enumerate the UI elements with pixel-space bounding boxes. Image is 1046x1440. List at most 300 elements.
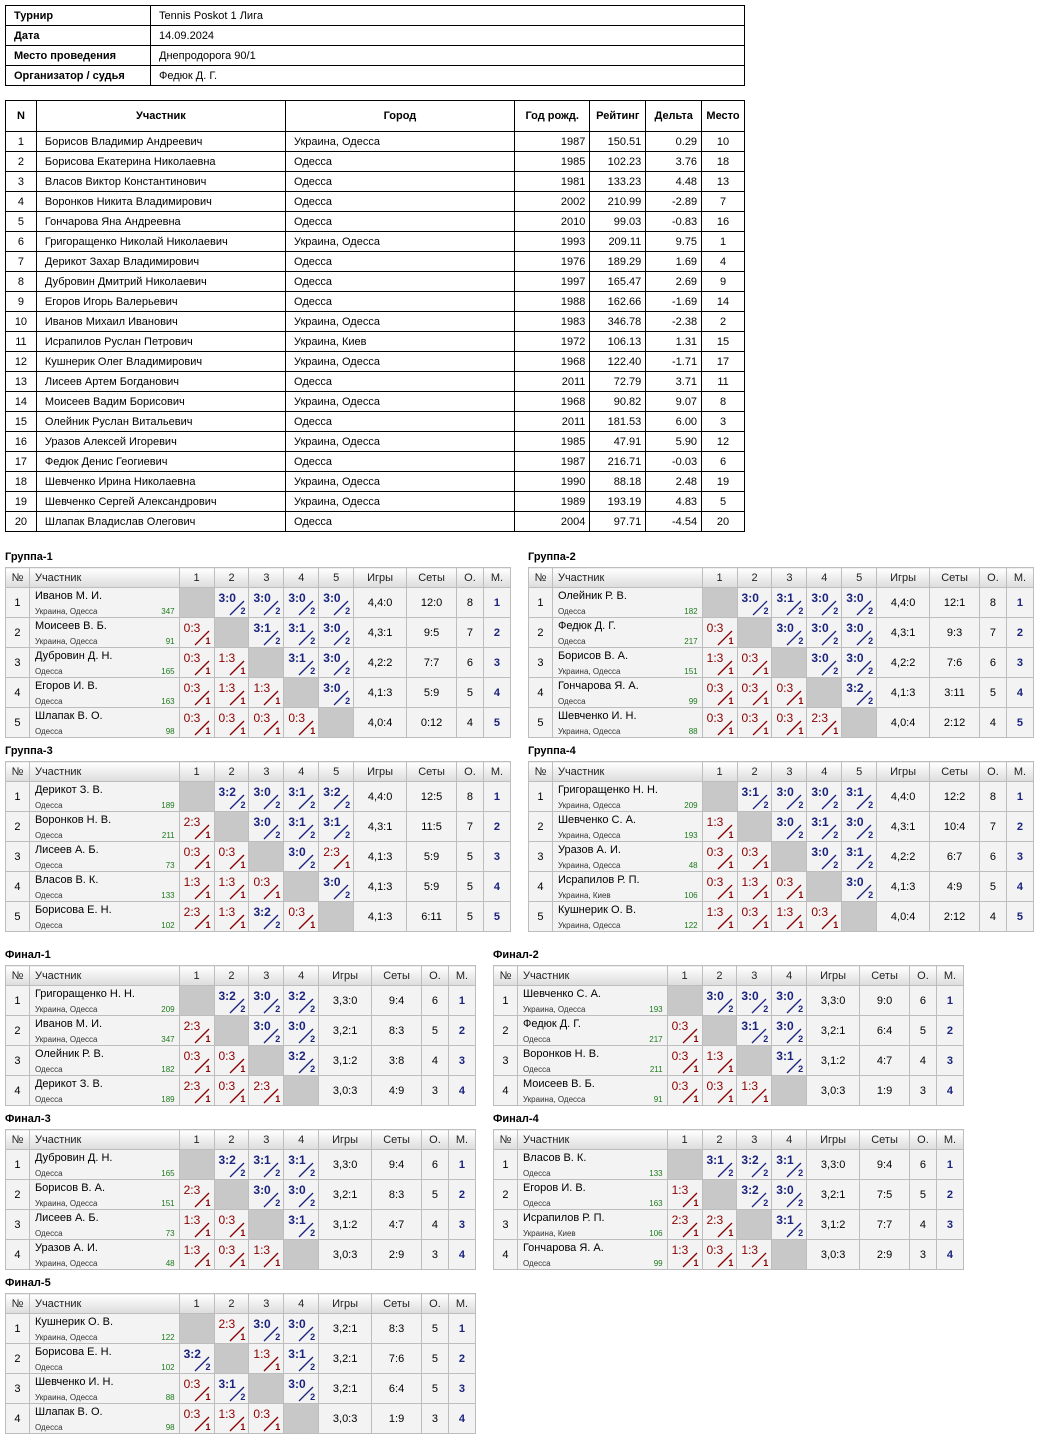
match-score: 3:0 xyxy=(253,989,271,1003)
player-city: Одесса xyxy=(34,1423,63,1432)
group-row xyxy=(6,1240,476,1270)
self-cell xyxy=(772,1076,807,1106)
participant-cell: Лисеев Артем Богданович xyxy=(36,372,285,392)
player-cell xyxy=(552,812,702,842)
match-points: 1 xyxy=(205,1392,211,1402)
self-cell xyxy=(179,1150,214,1180)
group-row xyxy=(6,1016,476,1046)
match-score: 3:0 xyxy=(288,1317,306,1331)
sets-cell: 9:4 xyxy=(860,1150,910,1180)
participant-cell: 162.66 xyxy=(590,292,646,312)
self-cell xyxy=(737,812,772,842)
player-rating: 73 xyxy=(165,861,175,870)
player-name: Моисеев В. Б. xyxy=(34,620,107,632)
games-cell: 3,1:2 xyxy=(319,1210,372,1240)
match-score: 3:1 xyxy=(288,785,306,799)
match-points: 1 xyxy=(693,1064,699,1074)
match-score: 2:3 xyxy=(218,1317,236,1331)
match-points: 1 xyxy=(275,726,281,736)
match-points: 2 xyxy=(310,1198,316,1208)
match-result xyxy=(214,708,249,738)
match-score: 0:3 xyxy=(183,711,201,725)
points-cell: 8 xyxy=(980,588,1007,618)
group-row xyxy=(494,1180,964,1210)
row-number: 1 xyxy=(6,588,30,618)
participant-cell: 16 xyxy=(6,432,37,452)
col-opponent: 4 xyxy=(284,1294,319,1314)
place-cell: 1 xyxy=(448,1314,475,1344)
group-title: Группа-2 xyxy=(528,551,576,563)
match-score: 0:3 xyxy=(183,1049,201,1063)
player-name: Григоращенко Н. Н. xyxy=(557,784,658,796)
participant-cell: 1985 xyxy=(514,432,589,452)
place-cell: 5 xyxy=(483,902,510,932)
participant-cell: Кушнерик Олег Владимирович xyxy=(36,352,285,372)
points-cell: 4 xyxy=(910,1046,937,1076)
player-city: Украина, Одесса xyxy=(34,1259,98,1268)
match-result xyxy=(737,842,772,872)
place-cell: 4 xyxy=(483,678,510,708)
player-cell xyxy=(29,1076,179,1106)
match-points: 1 xyxy=(728,1094,734,1104)
player-city: Украина, Одесса xyxy=(522,1005,586,1014)
match-score: 3:0 xyxy=(253,591,271,605)
col-points: О. xyxy=(910,966,937,986)
match-score: 1:3 xyxy=(671,1183,689,1197)
col-place: М. xyxy=(483,762,510,782)
col-opponent: 4 xyxy=(284,1130,319,1150)
match-result xyxy=(667,1046,702,1076)
participant-cell: Украина, Одесса xyxy=(286,352,515,372)
group-row xyxy=(529,842,1034,872)
group-table xyxy=(5,1293,476,1434)
match-score: 0:3 xyxy=(741,845,759,859)
col-sets: Сеты xyxy=(407,568,457,588)
match-result xyxy=(842,588,877,618)
games-cell: 3,3:0 xyxy=(807,986,860,1016)
participant-cell: Федюк Денис Геогиевич xyxy=(36,452,285,472)
match-points: 2 xyxy=(833,666,839,676)
match-score: 2:3 xyxy=(183,1183,201,1197)
place-cell: 1 xyxy=(448,986,475,1016)
row-number: 3 xyxy=(494,1210,518,1240)
player-cell xyxy=(552,618,702,648)
row-number: 3 xyxy=(494,1046,518,1076)
match-result xyxy=(284,1210,319,1240)
player-rating: 102 xyxy=(161,921,175,930)
player-city: Украина, Одесса xyxy=(557,667,621,676)
col-sets: Сеты xyxy=(860,1130,910,1150)
sets-cell: 3:8 xyxy=(372,1046,422,1076)
col-player: Участник xyxy=(517,966,667,986)
col-opponent: 5 xyxy=(319,762,354,782)
info-row xyxy=(6,6,745,26)
info-value: Федюк Д. Г. xyxy=(151,66,745,86)
participant-cell: Одесса xyxy=(286,212,515,232)
col-points: О. xyxy=(422,1130,449,1150)
participant-cell: 2004 xyxy=(514,512,589,532)
sets-cell: 10:4 xyxy=(930,812,980,842)
group-header-row xyxy=(6,1130,476,1150)
col-opponent: 4 xyxy=(284,762,319,782)
points-cell: 5 xyxy=(910,1180,937,1210)
match-score: 0:3 xyxy=(741,681,759,695)
points-cell: 5 xyxy=(422,1016,449,1046)
match-result xyxy=(319,812,354,842)
player-name: Борисов В. А. xyxy=(557,650,629,662)
match-result xyxy=(772,1180,807,1210)
self-cell xyxy=(179,1314,214,1344)
match-score: 0:3 xyxy=(253,875,271,889)
points-cell: 3 xyxy=(422,1076,449,1106)
place-cell: 2 xyxy=(483,618,510,648)
match-points: 1 xyxy=(275,890,281,900)
player-cell xyxy=(517,1210,667,1240)
match-score: 3:1 xyxy=(253,621,271,635)
col-opponent: 2 xyxy=(214,762,249,782)
points-cell: 8 xyxy=(457,588,484,618)
points-cell: 5 xyxy=(910,1016,937,1046)
match-points: 1 xyxy=(728,636,734,646)
match-result xyxy=(807,588,842,618)
player-name: Дубровин Д. Н. xyxy=(34,650,113,662)
participant-row xyxy=(6,152,745,172)
match-points: 2 xyxy=(763,1004,769,1014)
match-points: 2 xyxy=(833,606,839,616)
player-cell xyxy=(29,708,179,738)
participants-column-header: Рейтинг xyxy=(590,101,646,132)
participants-column-header: N xyxy=(6,101,37,132)
match-score: 0:3 xyxy=(706,621,724,635)
match-points: 1 xyxy=(728,1228,734,1238)
match-result xyxy=(702,678,737,708)
match-score: 0:3 xyxy=(776,875,794,889)
match-points: 1 xyxy=(205,1422,211,1432)
participant-cell: Украина, Одесса xyxy=(286,432,515,452)
match-points: 2 xyxy=(240,800,246,810)
match-result xyxy=(842,812,877,842)
col-player: Участник xyxy=(29,762,179,782)
match-result xyxy=(179,902,214,932)
games-cell: 3,2:1 xyxy=(319,1314,372,1344)
info-label: Место проведения xyxy=(6,46,151,66)
match-points: 2 xyxy=(798,1198,804,1208)
participant-row xyxy=(6,472,745,492)
match-result xyxy=(179,1210,214,1240)
match-score: 1:3 xyxy=(706,1049,724,1063)
points-cell: 4 xyxy=(980,708,1007,738)
sets-cell: 0:12 xyxy=(407,708,457,738)
place-cell: 3 xyxy=(448,1210,475,1240)
participant-cell: 210.99 xyxy=(590,192,646,212)
match-result xyxy=(179,1046,214,1076)
match-result xyxy=(319,588,354,618)
place-cell: 3 xyxy=(936,1046,963,1076)
participant-cell: 20 xyxy=(6,512,37,532)
player-city: Одесса xyxy=(34,861,63,870)
participant-cell: 1987 xyxy=(514,452,589,472)
match-result xyxy=(702,1076,737,1106)
match-score: 3:0 xyxy=(776,1019,794,1033)
match-score: 1:3 xyxy=(776,905,794,919)
self-cell xyxy=(249,648,284,678)
player-rating: 151 xyxy=(684,667,698,676)
match-score: 2:3 xyxy=(811,711,829,725)
match-result xyxy=(179,708,214,738)
group-row xyxy=(529,782,1034,812)
col-sets: Сеты xyxy=(930,568,980,588)
player-name: Егоров И. В. xyxy=(522,1182,586,1194)
match-points: 1 xyxy=(763,666,769,676)
participant-cell: Украина, Одесса xyxy=(286,492,515,512)
match-result xyxy=(842,842,877,872)
player-cell xyxy=(552,678,702,708)
participant-cell: 1.69 xyxy=(646,252,702,272)
match-result xyxy=(319,648,354,678)
row-number: 5 xyxy=(6,902,30,932)
match-score: 0:3 xyxy=(776,711,794,725)
place-cell: 3 xyxy=(1006,842,1033,872)
match-result xyxy=(807,842,842,872)
match-result xyxy=(772,986,807,1016)
sets-cell: 2:12 xyxy=(930,708,980,738)
match-points: 2 xyxy=(763,606,769,616)
match-points: 2 xyxy=(833,800,839,810)
player-city: Украина, Одесса xyxy=(34,637,98,646)
match-result xyxy=(284,1314,319,1344)
match-score: 0:3 xyxy=(741,905,759,919)
player-name: Шлапак В. О. xyxy=(34,710,103,722)
participant-cell: 8 xyxy=(702,392,745,412)
match-result xyxy=(772,782,807,812)
match-score: 3:1 xyxy=(288,1213,306,1227)
player-city: Одесса xyxy=(522,1169,551,1178)
player-name: Уразов А. И. xyxy=(34,1242,98,1254)
match-result xyxy=(737,1016,772,1046)
participant-row xyxy=(6,132,745,152)
match-points: 1 xyxy=(728,726,734,736)
match-result xyxy=(214,902,249,932)
row-number: 1 xyxy=(529,782,553,812)
match-points: 1 xyxy=(763,1094,769,1104)
place-cell: 2 xyxy=(448,1344,475,1374)
participant-cell: Исрапилов Руслан Петрович xyxy=(36,332,285,352)
col-opponent: 2 xyxy=(702,966,737,986)
match-score: 0:3 xyxy=(706,681,724,695)
match-result xyxy=(179,1404,214,1434)
participant-cell: 346.78 xyxy=(590,312,646,332)
points-cell: 4 xyxy=(457,708,484,738)
group-title: Финал-3 xyxy=(5,1113,51,1125)
match-result xyxy=(772,678,807,708)
match-points: 1 xyxy=(728,666,734,676)
match-result xyxy=(214,782,249,812)
participant-cell: Украина, Киев xyxy=(286,332,515,352)
player-city: Украина, Одесса xyxy=(34,1199,98,1208)
match-score: 2:3 xyxy=(183,1019,201,1033)
match-result xyxy=(772,708,807,738)
group-header-row xyxy=(494,966,964,986)
col-points: О. xyxy=(457,762,484,782)
participant-row xyxy=(6,312,745,332)
player-city: Одесса xyxy=(557,697,586,706)
col-opponent: 2 xyxy=(214,1294,249,1314)
player-rating: 211 xyxy=(649,1065,663,1074)
group-row xyxy=(529,902,1034,932)
col-place: М. xyxy=(936,1130,963,1150)
group-table xyxy=(493,965,964,1106)
participant-cell: 99.03 xyxy=(590,212,646,232)
match-points: 1 xyxy=(205,860,211,870)
group-table xyxy=(5,1129,476,1270)
match-result xyxy=(249,708,284,738)
match-result xyxy=(249,986,284,1016)
match-points: 2 xyxy=(798,606,804,616)
match-score: 3:0 xyxy=(776,785,794,799)
player-name: Олейник Р. В. xyxy=(557,590,627,602)
match-score: 3:1 xyxy=(706,1153,724,1167)
match-points: 2 xyxy=(798,1004,804,1014)
col-player: Участник xyxy=(29,568,179,588)
match-points: 1 xyxy=(275,696,281,706)
player-cell xyxy=(29,1046,179,1076)
sets-cell: 12:1 xyxy=(930,588,980,618)
match-points: 2 xyxy=(798,1228,804,1238)
participant-cell: Дерикот Захар Владимирович xyxy=(36,252,285,272)
games-cell: 4,2:2 xyxy=(877,842,930,872)
match-score: 0:3 xyxy=(671,1049,689,1063)
group-row xyxy=(6,902,511,932)
participant-cell: 11 xyxy=(6,332,37,352)
participant-cell: Уразов Алексей Игоревич xyxy=(36,432,285,452)
match-score: 3:0 xyxy=(253,815,271,829)
match-result xyxy=(772,588,807,618)
match-points: 2 xyxy=(763,1168,769,1178)
match-points: 1 xyxy=(728,890,734,900)
participant-cell: 88.18 xyxy=(590,472,646,492)
match-score: 1:3 xyxy=(218,1407,236,1421)
player-city: Одесса xyxy=(34,727,63,736)
match-points: 2 xyxy=(240,606,246,616)
match-result xyxy=(249,1150,284,1180)
info-row xyxy=(6,26,745,46)
group-header-row xyxy=(6,1294,476,1314)
match-points: 2 xyxy=(763,1034,769,1044)
player-name: Шевченко С. А. xyxy=(557,814,636,826)
games-cell: 4,2:2 xyxy=(877,648,930,678)
match-score: 3:2 xyxy=(253,905,271,919)
col-opponent: 3 xyxy=(772,762,807,782)
match-points: 1 xyxy=(240,860,246,870)
player-rating: 88 xyxy=(688,727,698,736)
player-rating: 91 xyxy=(653,1095,663,1104)
match-result xyxy=(214,1210,249,1240)
group-table xyxy=(493,1129,964,1270)
match-score: 3:0 xyxy=(253,1019,271,1033)
player-name: Власов В. К. xyxy=(34,874,99,886)
participant-cell: Шевченко Ирина Николаевна xyxy=(36,472,285,492)
sets-cell: 7:6 xyxy=(930,648,980,678)
match-points: 1 xyxy=(275,1258,281,1268)
match-score: 0:3 xyxy=(706,875,724,889)
participant-cell: 1981 xyxy=(514,172,589,192)
player-cell xyxy=(29,782,179,812)
sets-cell: 6:11 xyxy=(407,902,457,932)
match-score: 3:0 xyxy=(846,875,864,889)
match-score: 3:2 xyxy=(288,989,306,1003)
col-opponent: 4 xyxy=(772,966,807,986)
place-cell: 4 xyxy=(448,1076,475,1106)
group-row xyxy=(529,648,1034,678)
match-points: 1 xyxy=(240,726,246,736)
row-number: 2 xyxy=(6,1180,30,1210)
points-cell: 6 xyxy=(980,842,1007,872)
participant-cell: 4.48 xyxy=(646,172,702,192)
match-score: 3:0 xyxy=(323,681,341,695)
player-cell xyxy=(29,678,179,708)
row-number: 3 xyxy=(6,648,30,678)
match-points: 1 xyxy=(345,860,351,870)
place-cell: 3 xyxy=(448,1374,475,1404)
match-score: 0:3 xyxy=(671,1079,689,1093)
match-points: 2 xyxy=(763,1198,769,1208)
place-cell: 1 xyxy=(448,1150,475,1180)
self-cell xyxy=(772,842,807,872)
match-score: 3:0 xyxy=(218,591,236,605)
info-row xyxy=(6,46,745,66)
match-points: 1 xyxy=(693,1034,699,1044)
participant-cell: Олейник Руслан Витальевич xyxy=(36,412,285,432)
match-points: 2 xyxy=(275,830,281,840)
self-cell xyxy=(737,1210,772,1240)
points-cell: 4 xyxy=(910,1210,937,1240)
match-points: 2 xyxy=(275,636,281,646)
match-score: 3:0 xyxy=(776,621,794,635)
place-cell: 5 xyxy=(483,708,510,738)
match-points: 2 xyxy=(310,666,316,676)
group-row xyxy=(529,812,1034,842)
participant-cell: Одесса xyxy=(286,512,515,532)
match-points: 1 xyxy=(205,830,211,840)
info-value: 14.09.2024 xyxy=(151,26,745,46)
match-points: 2 xyxy=(798,830,804,840)
match-points: 2 xyxy=(798,1064,804,1074)
match-score: 3:0 xyxy=(288,1019,306,1033)
match-result xyxy=(319,618,354,648)
player-city: Одесса xyxy=(34,891,63,900)
match-result xyxy=(737,872,772,902)
player-cell xyxy=(552,842,702,872)
match-points: 1 xyxy=(833,920,839,930)
participant-cell: 17 xyxy=(6,452,37,472)
info-label: Дата xyxy=(6,26,151,46)
participants-column-header: Город xyxy=(286,101,515,132)
player-city: Одесса xyxy=(34,831,63,840)
place-cell: 4 xyxy=(448,1240,475,1270)
sets-cell: 6:4 xyxy=(860,1016,910,1046)
match-points: 2 xyxy=(728,1004,734,1014)
player-name: Лисеев А. Б. xyxy=(34,1212,99,1224)
player-city: Украина, Одесса xyxy=(34,1333,98,1342)
group-row xyxy=(494,1076,964,1106)
match-points: 2 xyxy=(310,1362,316,1372)
col-num: № xyxy=(6,966,30,986)
participant-cell: 5 xyxy=(702,492,745,512)
participant-cell: 106.13 xyxy=(590,332,646,352)
match-result xyxy=(249,1404,284,1434)
group-row xyxy=(6,1404,476,1434)
participant-cell: 1 xyxy=(6,132,37,152)
